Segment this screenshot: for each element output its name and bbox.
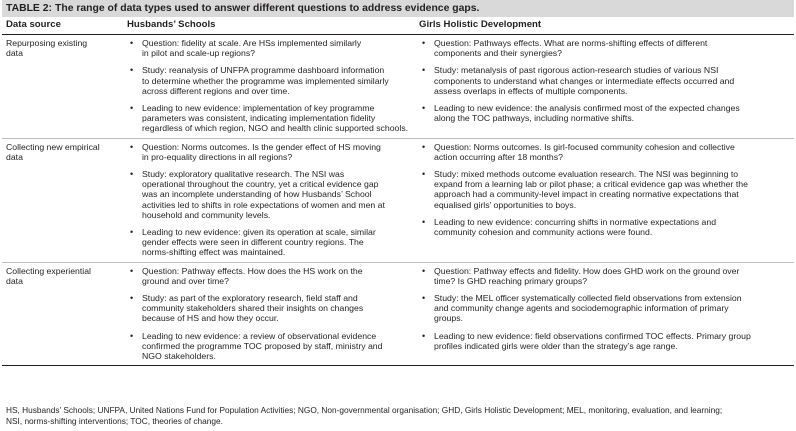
bullet-line: • Leading to new evidence: field observations confirmed TOC effects. Primary group (434, 330, 751, 341)
table-caption (2, 0, 794, 17)
bullet-line: in pilot and scale-up regions? (142, 48, 256, 59)
girls-holistic-development-cell (415, 35, 794, 139)
bullet-list (127, 266, 411, 362)
bullet-line: • Question: Pathway effects. How does the HS work on the (142, 265, 363, 276)
bullet-item (127, 227, 411, 258)
data-source-line: Repurposing existing (6, 38, 88, 48)
bullet-line: in pro-equality directions in all regions? (142, 151, 293, 162)
husbands-schools-cell (123, 262, 415, 366)
data-source-line: data (6, 151, 23, 162)
data-source-cell (2, 35, 123, 139)
bullet-item (419, 293, 790, 324)
bullet-line: • Study: mixed methods outcome evaluation research. The NSI was beginning to (434, 169, 739, 180)
data-source-line: data (6, 275, 23, 286)
bullet-line: community stakeholders shared their insights on changes (142, 303, 364, 314)
bullet-list (419, 266, 790, 351)
bullet-line: action occurring after 18 months? (434, 151, 563, 162)
bullet-item (127, 293, 411, 324)
bullet-line: norms-shifting effect was maintained. (142, 247, 286, 258)
bullet-item (419, 65, 790, 96)
bullet-item (127, 142, 411, 162)
bullet-line: across different regions and over time. (142, 85, 290, 96)
bullet-line: time? Is GHD reaching primary groups? (434, 275, 588, 286)
caption-text: The range of data types used to answer different questions to address evidence gaps. (55, 3, 480, 14)
evidence-table (2, 17, 794, 366)
bullet-line: components and their synergies? (434, 48, 562, 59)
bullet-line: • Study: metanalysis of past rigorous action-research studies of various NSI (434, 65, 719, 76)
bullet-line: profiles indicated girls were older than the strategy’s age range. (434, 340, 678, 351)
bullet-item (127, 266, 411, 286)
header-row (2, 17, 794, 35)
bullet-line: because of HS and how they occur. (142, 313, 279, 324)
bullet-item (127, 331, 411, 362)
bullet-line: along the TOC pathways, including normative shifts. (434, 113, 635, 124)
bullet-line: • Leading to new evidence: a review of observational evidence (142, 330, 377, 341)
bullet-line: confirmed the programme TOC proposed by staff, ministry and (142, 340, 383, 351)
bullet-item (419, 331, 790, 351)
husbands-schools-cell (123, 138, 415, 262)
table-body (2, 35, 794, 366)
girls-holistic-development-cell (415, 262, 794, 366)
bullet-line: parameters was consistent, indicating implementation fidelity (142, 113, 376, 124)
table-row (2, 35, 794, 139)
bullet-line: components to understand what changes or intermediate effects occurred and (434, 75, 735, 86)
data-source-cell (2, 138, 123, 262)
bullet-item (419, 169, 790, 210)
bullet-item (127, 38, 411, 58)
bullet-line: • Study: as part of the exploratory research, field staff and (142, 293, 358, 304)
bullet-line: groups. (434, 313, 463, 324)
bullet-line: assess overlaps in effects of multiple components. (434, 85, 628, 96)
bullet-line: • Question: Pathway effects and fidelity. How does GHD work on the ground over (434, 265, 740, 276)
table-row (2, 262, 794, 366)
bullet-line: gender effects were seen in different country regions. The (142, 237, 364, 248)
bullet-list (127, 142, 411, 258)
bullet-list (419, 142, 790, 238)
table-row (2, 138, 794, 262)
bullet-line: community cohesion and community actions were found. (434, 227, 653, 238)
girls-holistic-development-cell (415, 138, 794, 262)
header-husbands-schools: Husbands’ Schools (123, 17, 415, 35)
husbands-schools-cell (123, 35, 415, 139)
bullet-line: • Question: Norms outcomes. Is girl-focused community cohesion and collective (434, 141, 735, 152)
bullet-line: • Study: reanalysis of UNFPA programme dashboard information (142, 65, 385, 76)
bullet-line: equalised girls’ opportunities to boys. (434, 199, 577, 210)
bullet-line: • Leading to new evidence: the analysis confirmed most of the expected changes (434, 103, 740, 114)
bullet-line: operational throughout the country, yet a critical evidence gap (142, 179, 379, 190)
bullet-item (419, 266, 790, 286)
table-footnote (6, 405, 792, 427)
bullet-line: • Leading to new evidence: concurring shifts in normative expectations and (434, 216, 717, 227)
bullet-item (127, 103, 411, 134)
bullet-line: • Leading to new evidence: given its operation at scale, similar (142, 227, 376, 238)
data-source-line: data (6, 48, 23, 59)
bullet-item (419, 38, 790, 58)
bullet-line: regardless of which region, NGO and health clinic supported schools. (142, 123, 409, 134)
header-girls-holistic-development: Girls Holistic Development (415, 17, 794, 35)
bullet-line: • Question: Norms outcomes. Is the gender effect of HS moving (142, 141, 381, 152)
bullet-line: and community change agents and sociodemographic information of primary (434, 303, 729, 314)
caption-label: TABLE 2: (6, 3, 52, 14)
bullet-line: • Question: fidelity at scale. Are HSs implemented similarly (142, 38, 362, 48)
bullet-line: was an incomplete understanding of how Husbands’ School (142, 189, 372, 200)
bullet-list (419, 38, 790, 123)
bullet-line: • Study: the MEL officer systematically collected field observations from extension (434, 293, 742, 304)
header-data-source: Data source (2, 17, 123, 35)
bullet-line: to determine whether the programme was implemented similarly (142, 75, 389, 86)
bullet-item (419, 103, 790, 123)
bullet-item (127, 65, 411, 96)
bullet-line: • Leading to new evidence: implementation of key programme (142, 103, 375, 114)
bullet-item (419, 142, 790, 162)
bullet-line: ground and over time? (142, 275, 229, 286)
data-source-cell (2, 262, 123, 366)
bullet-item (419, 217, 790, 237)
bullet-line: activities led to shifts in role expectations of women and men at (142, 199, 385, 210)
footnote-line: HS, Husbands’ Schools; UNFPA, United Nations Fund for Population Activities; NGO, Non-governmental organisation; GHD, Girls Holistic Development; MEL, monitoring, evaluation, and learning; (6, 405, 723, 415)
bullet-item (127, 169, 411, 220)
footnote-line: NSI, norms-shifting interventions; TOC, theories of change. (6, 416, 223, 426)
bullet-line: expand from a learning lab or pilot phase; a critical evidence gap was whether the (434, 179, 748, 190)
bullet-line: NGO stakeholders. (142, 351, 216, 362)
data-source-line: Collecting experiential (6, 265, 91, 276)
bullet-list (127, 38, 411, 134)
bullet-line: approach had a community-level impact in creating normative expectations that (434, 189, 739, 200)
data-source-line: Collecting new empirical (6, 141, 100, 152)
bullet-line: • Study: exploratory qualitative research. The NSI was (142, 169, 345, 180)
bullet-line: • Question: Pathways effects. What are norms-shifting effects of different (434, 38, 708, 48)
bullet-line: household and community levels. (142, 209, 271, 220)
